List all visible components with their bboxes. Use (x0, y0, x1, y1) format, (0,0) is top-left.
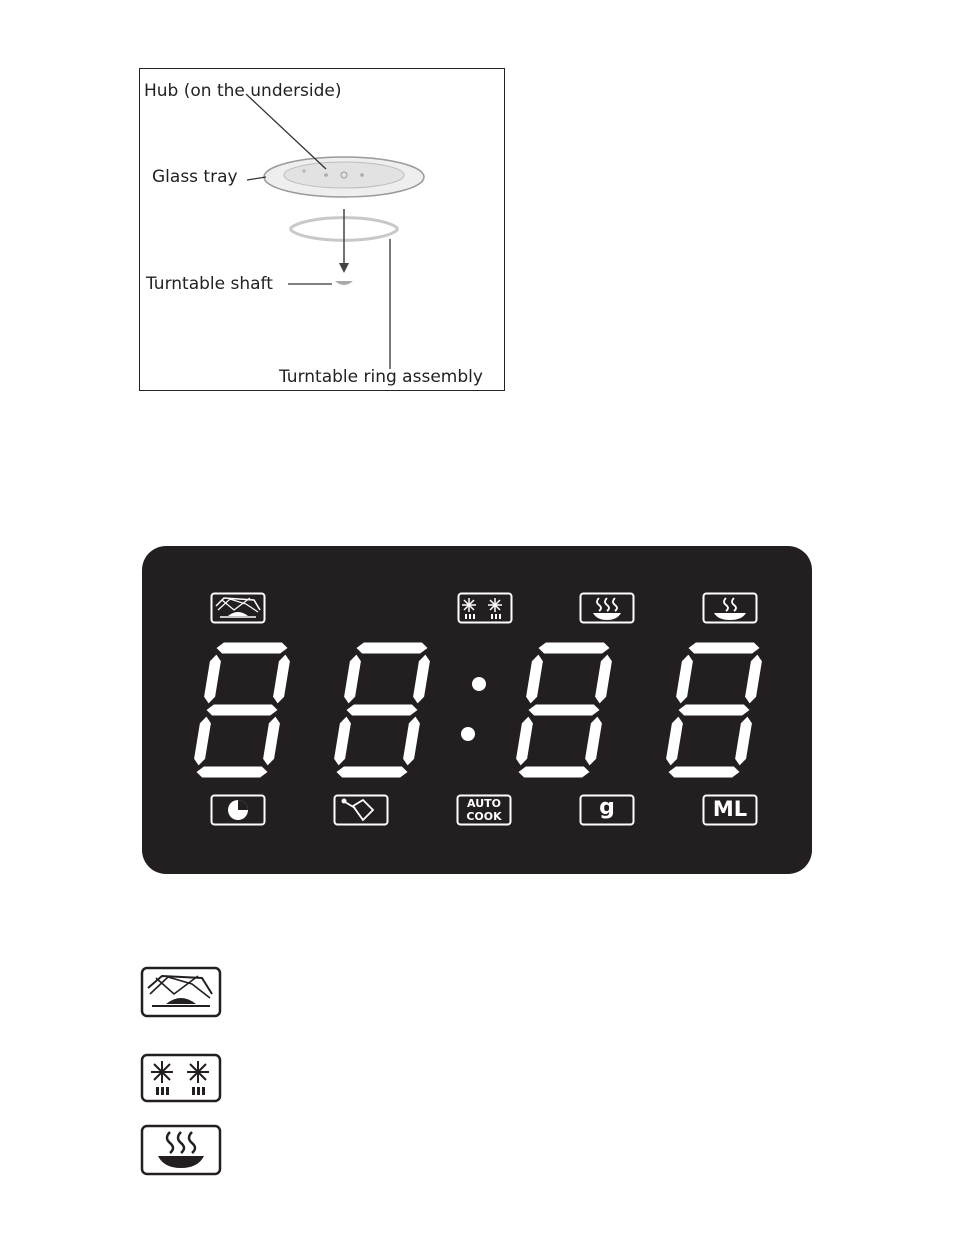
digit-2-segment-c (403, 717, 420, 766)
digit-2-segment-g (347, 705, 418, 716)
clock-icon (210, 794, 266, 826)
digit-3-segment-d (519, 767, 590, 778)
ml-label: ML (712, 797, 748, 821)
digit-3-segment-e (516, 717, 533, 766)
digit-2-segment-d (337, 767, 408, 778)
digit-2-segment-b (413, 655, 430, 704)
digit-1-segment-g (207, 705, 278, 716)
digit-3-segment-g (529, 705, 600, 716)
digit-1-segment-b (273, 655, 290, 704)
digit-2-segment-f (344, 655, 361, 704)
colon-dot-upper (472, 677, 486, 691)
weight-icon (333, 794, 389, 826)
digit-4-segment-e (666, 717, 683, 766)
hub-label: Hub (on the underside) (144, 81, 342, 101)
digit-4-segment-g (679, 705, 750, 716)
digit-3-segment-f (526, 655, 543, 704)
digit-4-segment-b (745, 655, 762, 704)
digit-1-segment-d (197, 767, 268, 778)
legend-cook-icon (140, 1124, 222, 1176)
ml-icon (702, 794, 758, 826)
gram-label: g (599, 795, 615, 820)
turntable-illustration (140, 69, 506, 392)
digit-2-segment-a (357, 643, 428, 654)
digit-4-segment-f (676, 655, 693, 704)
legend-grill-icon (140, 966, 222, 1018)
turntable-shaft-label: Turntable shaft (146, 274, 273, 294)
digit-1-segment-c (263, 717, 280, 766)
digit-3-segment-b (595, 655, 612, 704)
digit-1-segment-a (217, 643, 288, 654)
digit-3-segment-a (539, 643, 610, 654)
auto-cook-icon (456, 794, 512, 826)
glass-tray-label: Glass tray (152, 167, 238, 187)
turntable-diagram (139, 68, 505, 391)
legend-defrost-icon (140, 1053, 222, 1103)
digit-4-segment-c (735, 717, 752, 766)
colon-dot-lower (461, 727, 475, 741)
digit-4-segment-d (669, 767, 740, 778)
digit-2-segment-e (334, 717, 351, 766)
ring-assembly-label: Turntable ring assembly (279, 367, 483, 387)
auto-label: AUTO (467, 797, 501, 810)
digit-3-segment-c (585, 717, 602, 766)
gram-icon (579, 794, 635, 826)
microwave-display-panel (142, 546, 812, 874)
cook-label: COOK (466, 810, 502, 823)
digit-1-segment-f (204, 655, 221, 704)
digit-1-segment-e (194, 717, 211, 766)
digit-4-segment-a (689, 643, 760, 654)
